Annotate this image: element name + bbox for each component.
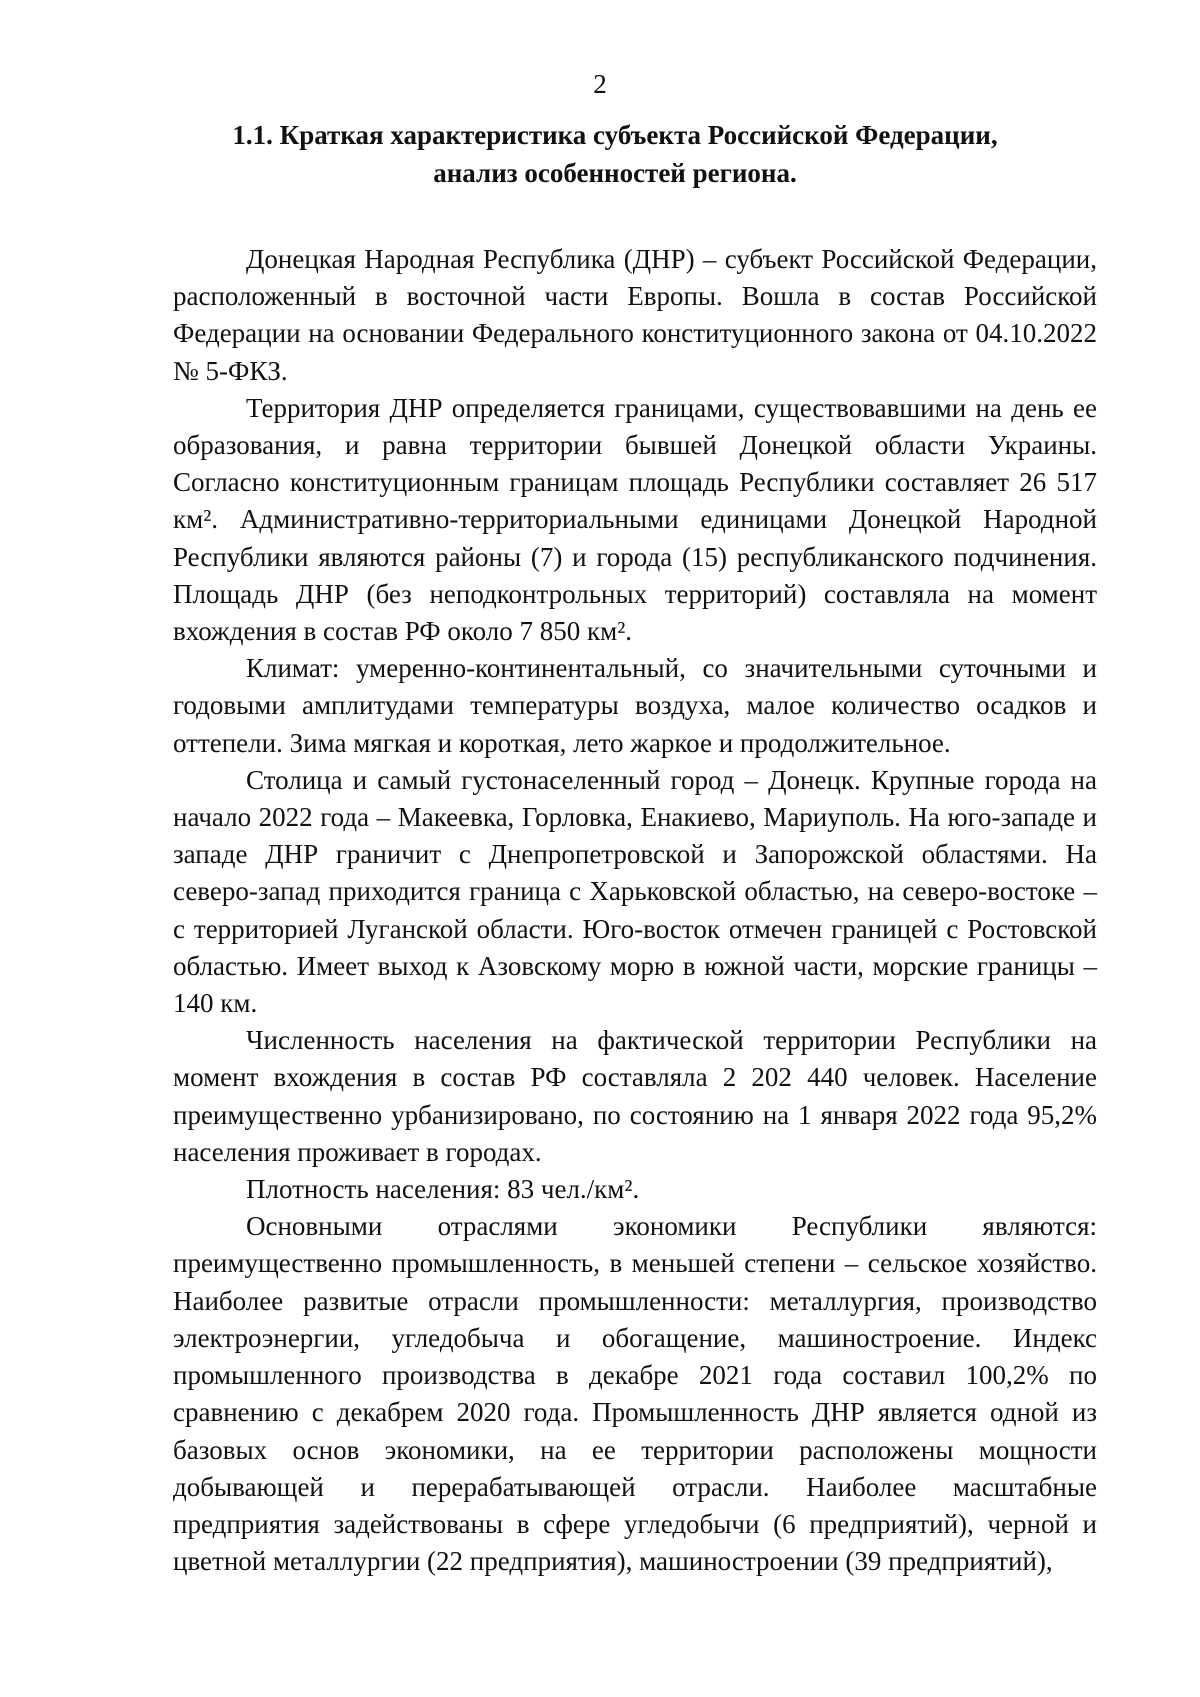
paragraph-economy: Основными отраслями экономики Республики являются: преимущественно промышленность, в меньшей степени – сельское хозяйство. Наиболее развитые отрасли промышленности: металлургия, производство электроэнергии, угледобыча и обогащение, машиностроение. Индекс промышленного производства в декабре 2021 года составил 100,2% по сравнению с декабрем 2020 года. Промышленность ДНР является одной из базовых основ экономики, на ее территории расположены мощности добывающей и перерабатывающей отрасли. Наиболее масштабные предприятия задействованы в сфере угледобычи (6 предприятий), черной и цветной металлургии (22 предприятия), машиностроении (39 предприятий), [173,1211,1097,1577]
paragraph-territory: Территория ДНР определяется границами, существовавшими на день ее образования, и равна территории бывшей Донецкой области Украины. Согласно конституционным границам площадь Республики составляет 26 517 км². Административно-территориальными единицами Донецкой Народной Республики являются районы (7) и города (15) республиканского подчинения. Площадь ДНР (без неподконтрольных территорий) составляла на момент вхождения в состав РФ около 7 850 км². [173,392,1097,647]
paragraph-density: Плотность населения: 83 чел./км². [246,1174,640,1205]
paragraph-population: Численность населения на фактической территории Республики на момент вхождения в состав РФ составляла 2 202 440 человек. Население преимущественно урбанизировано, по состоянию на 1 января 2022 года 95,2% населения проживает в городах. [173,1025,1097,1167]
paragraph-climate: Климат: умеренно-континентальный, со значительными суточными и годовыми амплитудами температуры воздуха, малое количество осадков и оттепели. Зима мягкая и короткая, лето жаркое и продолжительное. [173,653,1097,758]
page-number: 2 [593,69,607,99]
section-heading-line-2: анализ особенностей региона. [433,158,797,188]
paragraph-cities-borders: Столица и самый густонаселенный город – Донецк. Крупные города на начало 2022 года – Макеевка, Горловка, Енакиево, Мариуполь. На юго-западе и западе ДНР граничит с Днепропетровской и Запорожской областями. На северо-запад приходится граница с Харьковской областью, на северо-востоке – с территорией Луганской области. Юго-восток отмечен границей с Ростовской областью. Имеет выход к Азовскому морю в южной части, морские границы – 140 км. [173,764,1097,1019]
section-heading [133,116,1097,192]
body-text [173,241,1097,1580]
section-heading-line-1: 1.1. Краткая характеристика субъекта Российской Федерации, [232,120,998,150]
paragraph-legal-status: Донецкая Народная Республика (ДНР) – субъект Российской Федерации, расположенный в восточной части Европы. Вошла в состав Российской Федерации на основании Федерального конституционного закона от 04.10.2022 № 5-ФКЗ. [173,244,1097,386]
